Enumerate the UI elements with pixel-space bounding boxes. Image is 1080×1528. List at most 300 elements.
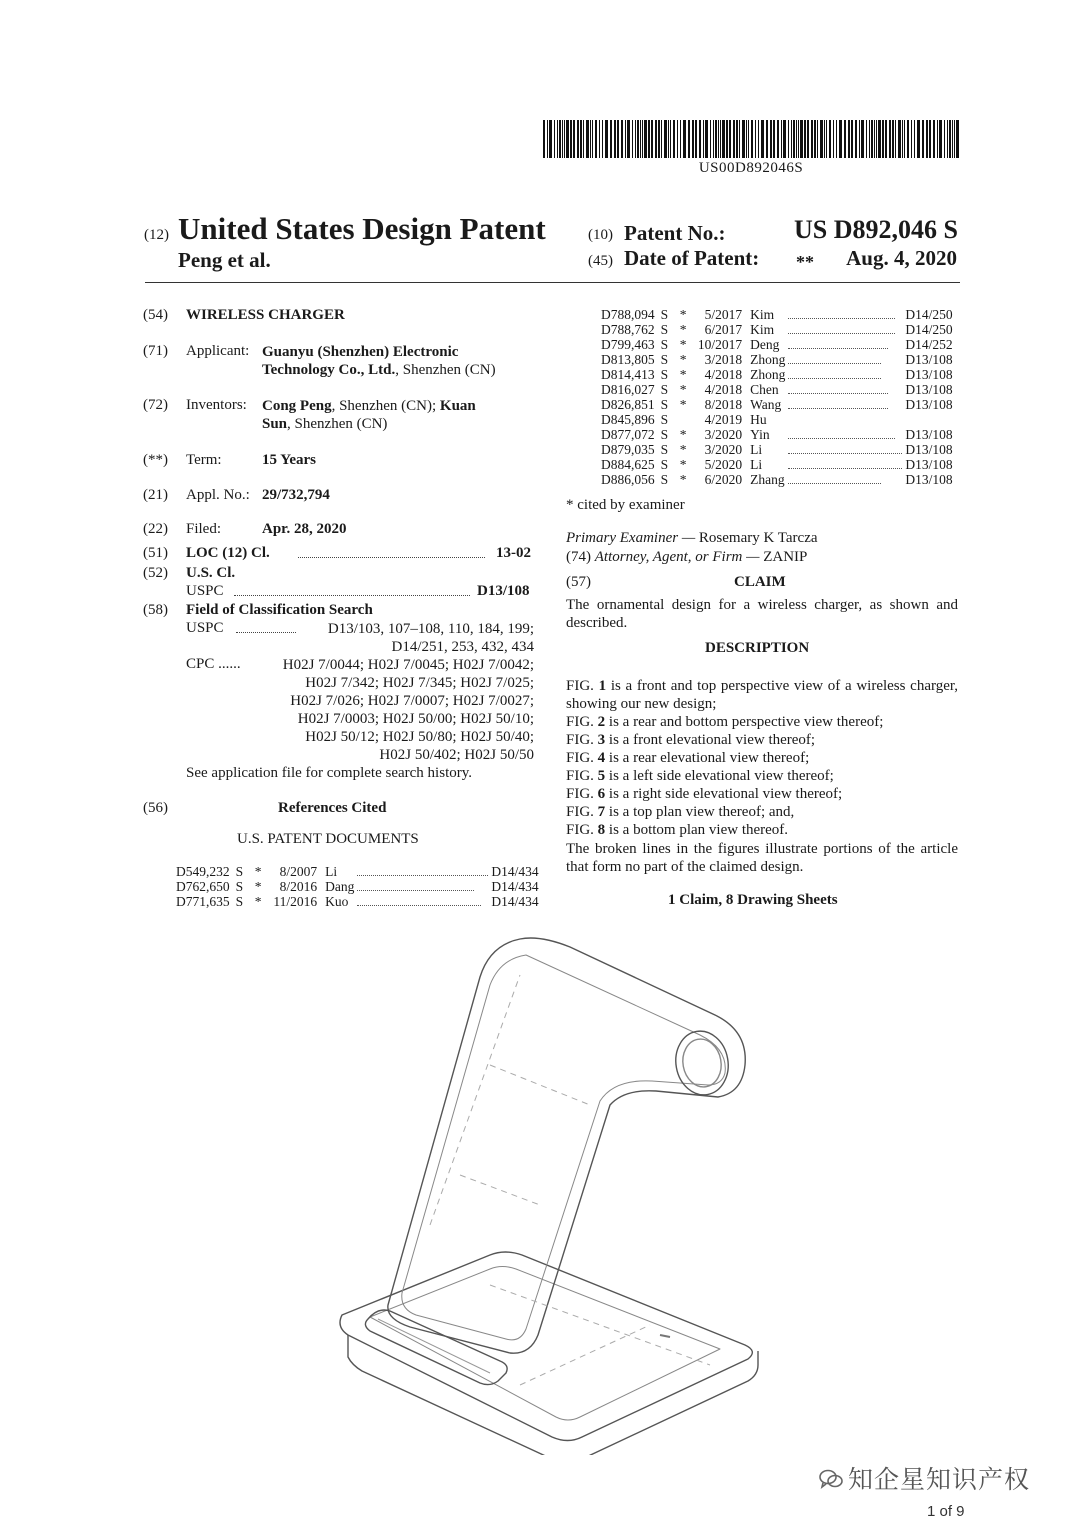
barcode-bar: [673, 120, 675, 158]
reference-class: D13/108: [905, 457, 953, 472]
barcode-bar: [807, 120, 809, 158]
barcode-bar: [637, 120, 639, 158]
barcode-bar: [889, 120, 891, 158]
reference-name: Li: [325, 864, 338, 879]
figure-prefix: FIG.: [566, 714, 598, 730]
term-label: Term:: [186, 452, 222, 468]
figure-prefix: FIG.: [566, 822, 598, 838]
reference-num: D549,232: [176, 864, 230, 879]
base-broken-line-2: [520, 1325, 650, 1385]
barcode: [543, 120, 959, 158]
barcode-bar: [954, 120, 955, 158]
barcode-bar: [766, 120, 768, 158]
barcode-bar: [755, 120, 756, 158]
barcode-bar: [770, 120, 772, 158]
reference-leader: [785, 352, 905, 367]
reference-row: [601, 412, 953, 427]
attorney-num: (74): [566, 549, 591, 565]
reference-row: [601, 322, 953, 337]
reference-num: D799,463: [601, 337, 655, 352]
reference-kind: S: [660, 367, 669, 382]
reference-date: 4/2018: [704, 367, 743, 382]
reference-date: 8/2007: [279, 864, 318, 879]
barcode-bar: [661, 120, 662, 158]
claim-num: (57): [566, 574, 591, 590]
barcode-bar: [573, 120, 575, 158]
reference-star: *: [254, 864, 262, 879]
figure-number: 5: [597, 768, 606, 784]
primary-examiner-label: Primary Examiner: [566, 530, 679, 546]
reference-star: *: [679, 337, 687, 352]
barcode-bar: [635, 120, 636, 158]
barcode-bar: [705, 120, 708, 158]
reference-star: [678, 412, 696, 427]
reference-leader: [785, 322, 905, 337]
reference-class: D13/108: [905, 472, 953, 487]
reference-star: *: [679, 457, 687, 472]
barcode-bar: [952, 120, 953, 158]
field-uspc-label: USPC: [186, 620, 224, 636]
stand-inner-edge: [402, 955, 726, 1340]
reference-kind: S: [660, 337, 669, 352]
barcode-bar: [944, 120, 945, 158]
barcode-bar: [664, 120, 667, 158]
barcode-bar: [817, 120, 818, 158]
barcode-bar: [748, 120, 749, 158]
reference-date: 10/2017: [697, 337, 743, 352]
figure-description: [566, 731, 958, 749]
barcode-bar: [895, 120, 896, 158]
uspc-value: D13/108: [477, 583, 530, 599]
figure-number: 1: [598, 678, 607, 694]
applicant-value: [262, 343, 496, 379]
reference-class: D13/108: [905, 442, 953, 457]
reference-name: Zhong: [750, 352, 786, 367]
barcode-bar: [570, 120, 572, 158]
barcode-bar: [777, 120, 779, 158]
reference-num: D813,805: [601, 352, 655, 367]
reference-row: [601, 472, 953, 487]
barcode-bar: [898, 120, 901, 158]
reference-name: Deng: [750, 337, 780, 352]
barcode-bar: [949, 120, 951, 158]
barcode-bar: [911, 120, 912, 158]
patent-title: WIRELESS CHARGER: [186, 307, 345, 323]
inventor-1-location: , Shenzhen (CN);: [331, 398, 437, 414]
barcode-bar: [677, 120, 678, 158]
attorney-dash: —: [746, 549, 760, 565]
figure-text: is a bottom plan view thereof.: [605, 822, 789, 838]
barcode-bar: [758, 120, 759, 158]
reference-kind: S: [660, 382, 669, 397]
barcode-bar: [800, 120, 803, 158]
reference-date: 8/2018: [704, 397, 743, 412]
loc-label: LOC (12) Cl.: [186, 545, 270, 561]
barcode-bar: [632, 120, 633, 158]
uspc-label: USPC: [186, 583, 224, 599]
cited-by-examiner: * cited by examiner: [566, 497, 685, 513]
barcode-bar: [746, 120, 747, 158]
reference-date: 8/2016: [279, 879, 318, 894]
right-references: [601, 307, 953, 487]
figure-text: is a top plan view thereof; and,: [605, 804, 795, 820]
reference-kind: S: [660, 457, 669, 472]
figure-prefix: FIG.: [566, 786, 598, 802]
reference-row: [601, 352, 953, 367]
barcode-bar: [577, 120, 579, 158]
barcode-bar: [547, 120, 548, 158]
reference-kind: S: [660, 352, 669, 367]
barcode-bar: [610, 120, 612, 158]
barcode-bar: [791, 120, 792, 158]
barcode-bar: [655, 120, 657, 158]
reference-kind: S: [660, 322, 669, 337]
reference-star: *: [679, 382, 687, 397]
reference-row: [601, 337, 953, 352]
reference-num: D762,650: [176, 879, 230, 894]
reference-num: D886,056: [601, 472, 655, 487]
figure-text: is a front and top perspective view of a wireless charger, showing our new design;: [566, 678, 959, 712]
date-label: Date of Patent:: [624, 246, 760, 270]
reference-kind: S: [660, 427, 669, 442]
barcode-bar: [566, 120, 569, 158]
barcode-bar: [695, 120, 697, 158]
description-body: [566, 677, 958, 839]
reference-date: 4/2019: [704, 412, 743, 427]
barcode-bar: [599, 120, 600, 158]
barcode-bar: [922, 120, 924, 158]
left-refs-table: [176, 864, 539, 909]
reference-num: D826,851: [601, 397, 655, 412]
watch-pad-outer: [671, 1027, 733, 1099]
reference-leader: [785, 457, 905, 472]
barcode-bar: [761, 120, 764, 158]
barcode-bar: [833, 120, 834, 158]
reference-row: [601, 457, 953, 472]
barcode-bar: [688, 120, 690, 158]
reference-class: D14/434: [491, 879, 539, 894]
reference-name: Kim: [750, 307, 775, 322]
reference-name: Dang: [325, 879, 355, 894]
reference-kind: S: [660, 307, 669, 322]
header-rule: [145, 282, 960, 283]
barcode-bar: [859, 120, 860, 158]
stand-front: [388, 938, 745, 1353]
barcode-bar: [703, 120, 704, 158]
barcode-bar: [926, 120, 928, 158]
barcode-bar: [871, 120, 873, 158]
cpc-label: CPC ......: [186, 656, 241, 672]
reference-class: D13/108: [905, 382, 953, 397]
reference-name: Hu: [750, 412, 767, 427]
page-number: 1 of 9: [927, 1503, 965, 1520]
barcode-bar: [651, 120, 653, 158]
watermark: [818, 1460, 1030, 1496]
reference-row: [601, 367, 953, 382]
applicant-num: (71): [143, 343, 168, 359]
refs-label: References Cited: [278, 800, 387, 816]
date-marker: **: [796, 252, 814, 272]
barcode-bar: [549, 120, 552, 158]
barcode-bar: [914, 120, 915, 158]
cpc-line: H02J 50/12; H02J 50/80; H02J 50/40;: [305, 729, 534, 745]
reference-num: D788,094: [601, 307, 655, 322]
base-mark: [660, 1335, 670, 1337]
reference-kind: S: [660, 412, 669, 427]
barcode-bar: [933, 120, 935, 158]
reference-leader: [354, 879, 491, 894]
barcode-bar: [804, 120, 806, 158]
barcode-bar: [796, 120, 797, 158]
reference-class: D13/108: [905, 352, 953, 367]
see-application: See application file for complete search history.: [186, 765, 473, 781]
barcode-bar: [699, 120, 701, 158]
barcode-bar: [878, 120, 881, 158]
barcode-bar: [947, 120, 948, 158]
reference-kind: S: [660, 442, 669, 457]
barcode-bar: [855, 120, 857, 158]
inventor-1: Cong Peng: [262, 398, 332, 414]
cpc-line: H02J 50/402; H02J 50/50: [379, 747, 534, 763]
reference-row: [601, 307, 953, 322]
reference-name: Li: [750, 442, 763, 457]
figure-text: is a rear elevational view thereof;: [605, 750, 810, 766]
barcode-bar: [592, 120, 593, 158]
figure-description: [566, 749, 958, 767]
reference-star: *: [679, 472, 687, 487]
barcode-bar: [824, 120, 825, 158]
barcode-bar: [844, 120, 846, 158]
barcode-bar: [798, 120, 799, 158]
reference-kind: S: [235, 879, 244, 894]
reference-class: D14/434: [491, 864, 539, 879]
barcode-bar: [586, 120, 589, 158]
appl-label: Appl. No.:: [186, 487, 250, 503]
reference-class: D14/434: [491, 894, 539, 909]
base-slot-inner: [378, 1319, 490, 1373]
description-label: DESCRIPTION: [705, 640, 810, 656]
figure-prefix: FIG.: [566, 768, 598, 784]
reference-date: 5/2020: [704, 457, 743, 472]
patent-kind: United States Design Patent: [178, 211, 546, 246]
attorney-name: ZANIP: [763, 549, 808, 565]
applicant-location: , Shenzhen (CN): [395, 362, 496, 378]
reference-class: D14/250: [905, 307, 953, 322]
reference-row: [601, 397, 953, 412]
barcode-bar: [902, 120, 903, 158]
patent-number: US D892,046 S: [794, 215, 958, 244]
inventors-label: Inventors:: [186, 397, 247, 413]
barcode-bar: [773, 120, 775, 158]
stand-broken-line-3: [460, 1175, 540, 1205]
inventor-2-first: Kuan: [439, 398, 476, 414]
patent-no-num: (10): [588, 227, 613, 243]
watermark-text: 知企星知识产权: [848, 1465, 1031, 1494]
reference-kind: S: [235, 864, 244, 879]
barcode-bar: [885, 120, 887, 158]
wechat-icon: [818, 1467, 844, 1496]
barcode-bar: [627, 120, 630, 158]
reference-kind: S: [660, 397, 669, 412]
barcode-bar: [559, 120, 561, 158]
loc-num: (51): [143, 545, 168, 561]
uscl-label: U.S. Cl.: [186, 565, 236, 581]
barcode-number: US00D892046S: [698, 160, 804, 176]
applicant-name-1: Guanyu (Shenzhen) Electronic: [262, 344, 459, 360]
barcode-bar: [644, 120, 647, 158]
claims-sheets: 1 Claim, 8 Drawing Sheets: [668, 892, 838, 908]
reference-name: Li: [750, 457, 763, 472]
barcode-bar: [557, 120, 558, 158]
loc-value: 13-02: [496, 545, 531, 561]
barcode-bar: [720, 120, 721, 158]
barcode-bar: [956, 120, 959, 158]
reference-leader: [785, 427, 905, 442]
reference-date: 6/2020: [704, 472, 743, 487]
patent-no-label: Patent No.:: [624, 221, 726, 245]
barcode-bar: [811, 120, 813, 158]
reference-num: D816,027: [601, 382, 655, 397]
barcode-bar: [668, 120, 669, 158]
figure-number: 7: [597, 804, 606, 820]
reference-leader: [785, 472, 905, 487]
reference-class: D13/108: [905, 427, 953, 442]
field-uspc-leader: [236, 632, 296, 633]
barcode-bar: [851, 120, 853, 158]
barcode-bar: [617, 120, 619, 158]
reference-num: D884,625: [601, 457, 655, 472]
reference-kind: S: [235, 894, 244, 909]
barcode-bar: [788, 120, 789, 158]
barcode-bar: [866, 120, 867, 158]
primary-examiner-name: Rosemary K Tarcza: [698, 530, 818, 546]
reference-name: Chen: [750, 382, 779, 397]
barcode-bar: [876, 120, 877, 158]
claim-text: The ornamental design for a wireless charger, as shown and described.: [566, 597, 958, 631]
watch-pad-inner: [679, 1036, 725, 1090]
appl-value: 29/732,794: [262, 487, 330, 503]
reference-star: *: [679, 367, 687, 382]
title-num: (54): [143, 307, 168, 323]
reference-star: *: [254, 894, 262, 909]
base-broken-line-1: [490, 1285, 710, 1365]
reference-leader: [785, 337, 905, 352]
reference-star: *: [679, 352, 687, 367]
reference-star: *: [679, 442, 687, 457]
reference-star: *: [679, 307, 687, 322]
reference-row: [176, 879, 539, 894]
barcode-bar: [869, 120, 870, 158]
figure-description: [566, 677, 958, 713]
barcode-bar: [642, 120, 643, 158]
reference-row: [176, 864, 539, 879]
left-references: [176, 864, 539, 909]
figure-number: 4: [597, 750, 606, 766]
reference-num: D788,762: [601, 322, 655, 337]
barcode-bar: [564, 120, 565, 158]
figure-number: 2: [597, 714, 606, 730]
figure-text: is a right side elevational view thereof;: [605, 786, 843, 802]
reference-name: Zhang: [750, 472, 785, 487]
figure-description: [566, 767, 958, 785]
reference-leader: [785, 307, 905, 322]
reference-kind: S: [660, 472, 669, 487]
figure-number: 6: [597, 786, 606, 802]
barcode-bar: [937, 120, 938, 158]
reference-leader: [354, 894, 491, 909]
reference-leader: [785, 382, 905, 397]
figure-prefix: FIG.: [566, 678, 599, 694]
us-patent-documents: U.S. PATENT DOCUMENTS: [237, 831, 419, 847]
field-label: Field of Classification Search: [186, 602, 373, 618]
barcode-bar: [839, 120, 842, 158]
barcode-bar: [625, 120, 626, 158]
filed-label: Filed:: [186, 521, 222, 537]
field-uspc-value: [300, 620, 534, 656]
barcode-bar: [580, 120, 582, 158]
reference-class: [905, 412, 952, 427]
barcode-bar: [590, 120, 591, 158]
figure-description: [566, 821, 958, 839]
attorney-label: Attorney, Agent, or Firm: [594, 549, 743, 565]
reference-num: D771,635: [176, 894, 230, 909]
barcode-bar: [692, 120, 694, 158]
applicant-name-2: Technology Co., Ltd.: [262, 362, 396, 378]
loc-leader: [298, 557, 485, 558]
reference-name: Wang: [750, 397, 782, 412]
field-uspc-line-2: D14/251, 253, 432, 434: [391, 639, 534, 655]
barcode-bar: [562, 120, 563, 158]
reference-date: 6/2017: [704, 322, 743, 337]
barcode-bar: [614, 120, 616, 158]
reference-row: [176, 894, 539, 909]
figure-prefix: FIG.: [566, 750, 598, 766]
cpc-line: H02J 7/342; H02J 7/345; H02J 7/025;: [305, 675, 534, 691]
barcode-bar: [742, 120, 745, 158]
barcode-bar: [917, 120, 920, 158]
barcode-bar: [861, 120, 864, 158]
barcode-bar: [781, 120, 782, 158]
cpc-line: H02J 7/0003; H02J 50/00; H02J 50/10;: [297, 711, 534, 727]
figure-prefix: FIG.: [566, 804, 598, 820]
barcode-bar: [829, 120, 831, 158]
barcode-bar: [680, 120, 681, 158]
cpc-line: H02J 7/026; H02J 7/0007; H02J 7/0027;: [290, 693, 534, 709]
barcode-bar: [814, 120, 816, 158]
claim-label: CLAIM: [734, 574, 786, 590]
barcode-bar: [670, 120, 671, 158]
reference-row: [601, 427, 953, 442]
barcode-bar: [718, 120, 719, 158]
filed-value: Apr. 28, 2020: [262, 521, 347, 537]
reference-row: [601, 382, 953, 397]
reference-star: *: [679, 397, 687, 412]
field-uspc-line-1: D13/103, 107–108, 110, 184, 199;: [327, 621, 534, 637]
appl-num: (21): [143, 487, 168, 503]
applicant-label: Applicant:: [186, 343, 250, 359]
right-refs-table: [601, 307, 953, 487]
barcode-bar: [733, 120, 735, 158]
reference-num: D879,035: [601, 442, 655, 457]
reference-leader: [785, 442, 905, 457]
uspc-leader: [234, 595, 470, 596]
figure-description: [566, 785, 958, 803]
barcode-bar: [836, 120, 837, 158]
inventor-2-last: Sun: [262, 416, 288, 432]
reference-leader: [354, 864, 491, 879]
attorney: [566, 549, 807, 566]
inventors-value: [262, 397, 537, 433]
